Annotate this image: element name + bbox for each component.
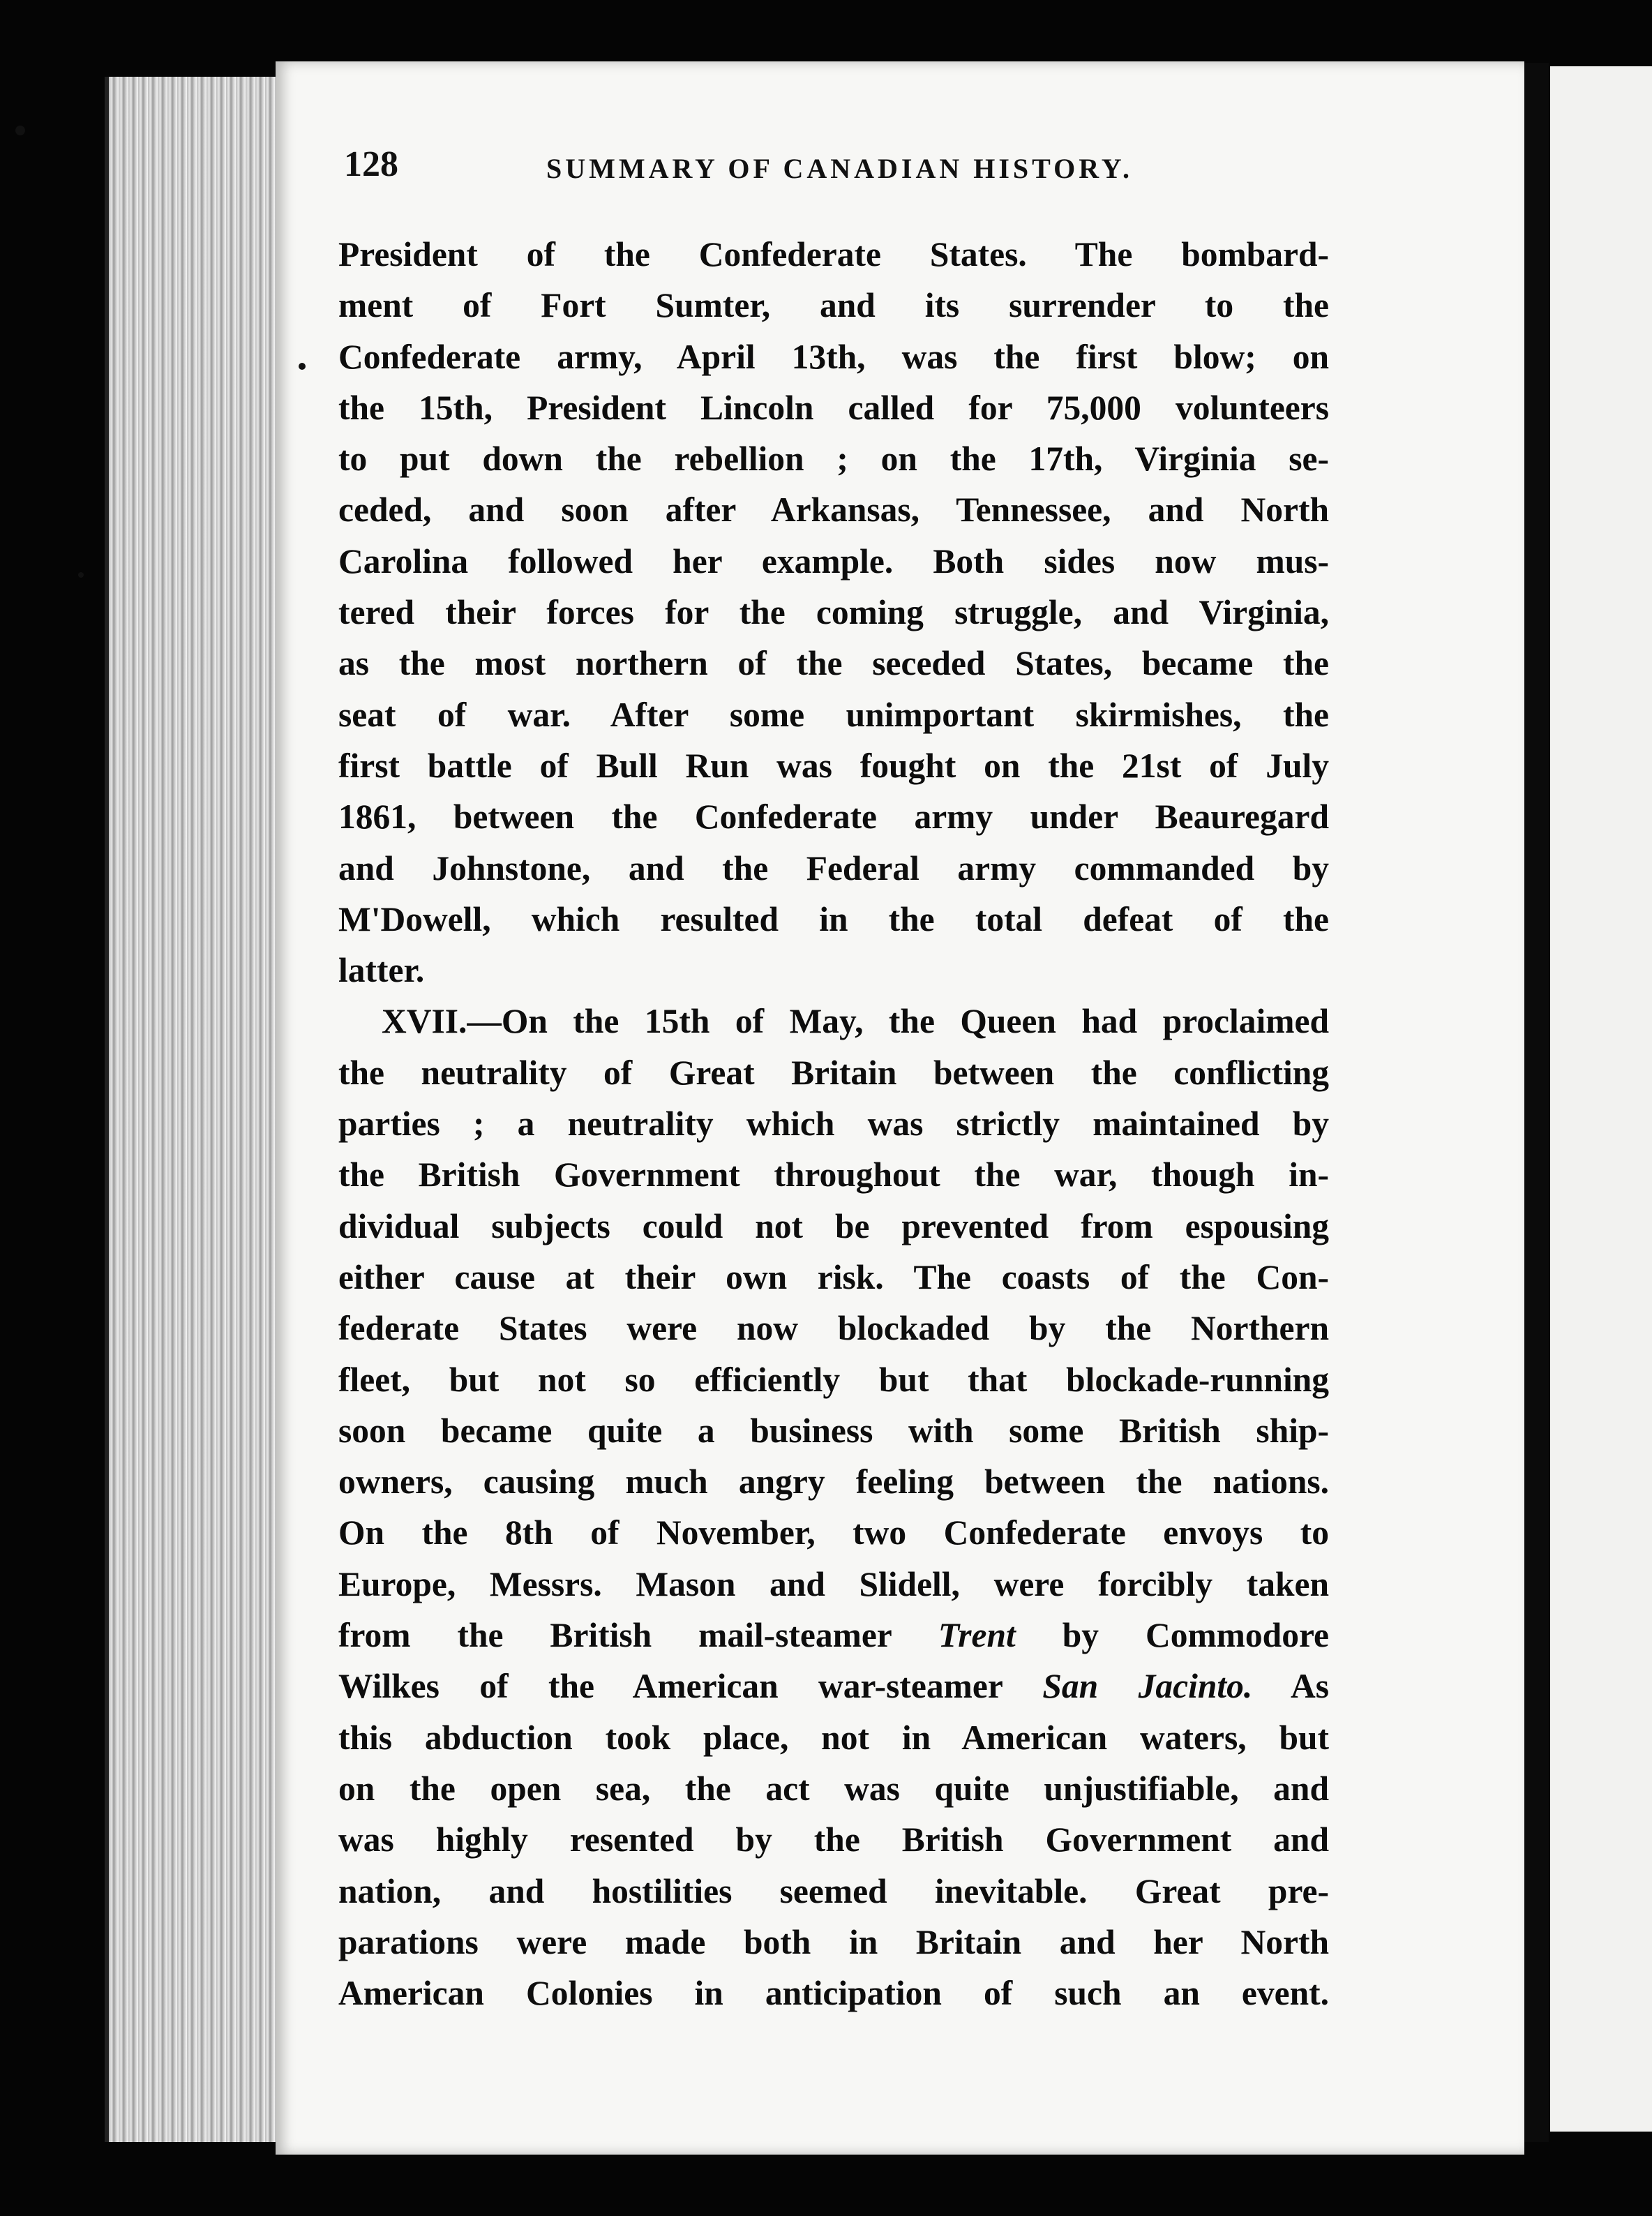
text-line: ceded, and soon after Arkansas, Tennessee, and North: [338, 491, 1329, 530]
text-line: owners, causing much angry feeling between the nations.: [338, 1462, 1329, 1502]
body-text: [338, 229, 1329, 2019]
scan-speck: [78, 572, 84, 578]
text-line: on the open sea, the act was quite unjustifiable, and: [338, 1769, 1329, 1808]
text-line: [338, 1661, 1329, 1712]
running-title: SUMMARY OF CANADIAN HISTORY.: [546, 153, 1133, 184]
text-line: President of the Confederate States. The bombard-: [338, 235, 1329, 274]
text-line: nation, and hostilities seemed inevitable. Great pre-: [338, 1871, 1329, 1910]
text-line: Europe, Messrs. Mason and Slidell, were forcibly taken: [338, 1564, 1329, 1603]
text-line: On the 8th of November, two Confederate envoys to: [338, 1513, 1329, 1552]
ship-name-san-jacinto: San Jacinto.: [1042, 1667, 1253, 1706]
text-line: Carolina followed her example. Both sides now mus-: [338, 541, 1329, 581]
text-line: dividual subjects could not be prevented from espousing: [338, 1206, 1329, 1245]
facing-page-edge: [1550, 66, 1652, 2132]
scan-speck: [299, 363, 306, 370]
text-line: seat of war. After some unimportant skirmishes, the: [338, 695, 1329, 734]
text-line: fleet, but not so efficiently but that blockade-running: [338, 1360, 1329, 1399]
text-line: M'Dowell, which resulted in the total defeat of the: [338, 899, 1329, 938]
text-line: latter.: [338, 951, 425, 990]
page-number: 128: [344, 144, 398, 184]
text-segment: As: [1290, 1667, 1329, 1706]
text-line: either cause at their own risk. The coasts of the Con-: [338, 1257, 1329, 1296]
text-line: was highly resented by the British Government and: [338, 1820, 1329, 1859]
text-line: to put down the rebellion ; on the 17th, Virginia se-: [338, 440, 1329, 479]
text-line: this abduction took place, not in American waters, but: [338, 1718, 1329, 1757]
text-line: soon became quite a business with some British ship-: [338, 1411, 1329, 1450]
text-line: first battle of Bull Run was fought on the 21st of July: [338, 746, 1329, 785]
ship-name-trent: Trent: [938, 1616, 1016, 1655]
text-line: federate States were now blockaded by the Northern: [338, 1309, 1329, 1348]
text-line: ment of Fort Sumter, and its surrender to the: [338, 286, 1329, 325]
text-line: the British Government throughout the war, though in-: [338, 1155, 1329, 1195]
text-line: the neutrality of Great Britain between the conflicting: [338, 1053, 1329, 1092]
text-segment: Wilkes of the American war-steamer: [338, 1667, 1003, 1706]
text-line: American Colonies in anticipation of such an event.: [338, 1974, 1329, 2013]
text-line: [338, 1610, 1329, 1661]
text-line: parties ; a neutrality which was strictly maintained by: [338, 1105, 1329, 1144]
scan-speck: [15, 126, 25, 135]
text-line: as the most northern of the seceded States, became the: [338, 644, 1329, 683]
running-head: [344, 144, 1432, 193]
text-line: Confederate army, April 13th, was the first blow; on: [338, 337, 1329, 376]
section-heading-line: XVII.—On the 15th of May, the Queen had proclaimed: [382, 1002, 1329, 1041]
text-line: 1861, between the Confederate army under Beauregard: [338, 798, 1329, 837]
text-line: the 15th, President Lincoln called for 75,000 volunteers: [338, 388, 1329, 427]
text-line: tered their forces for the coming struggle, and Virginia,: [338, 593, 1329, 632]
text-segment: by Commodore: [1062, 1616, 1329, 1655]
book-page: [276, 61, 1524, 2155]
text-line: and Johnstone, and the Federal army commanded by: [338, 848, 1329, 888]
text-segment: from the British mail-steamer: [338, 1616, 892, 1655]
page-edges: [105, 77, 290, 2142]
text-line: parations were made both in Britain and her North: [338, 1922, 1329, 1961]
